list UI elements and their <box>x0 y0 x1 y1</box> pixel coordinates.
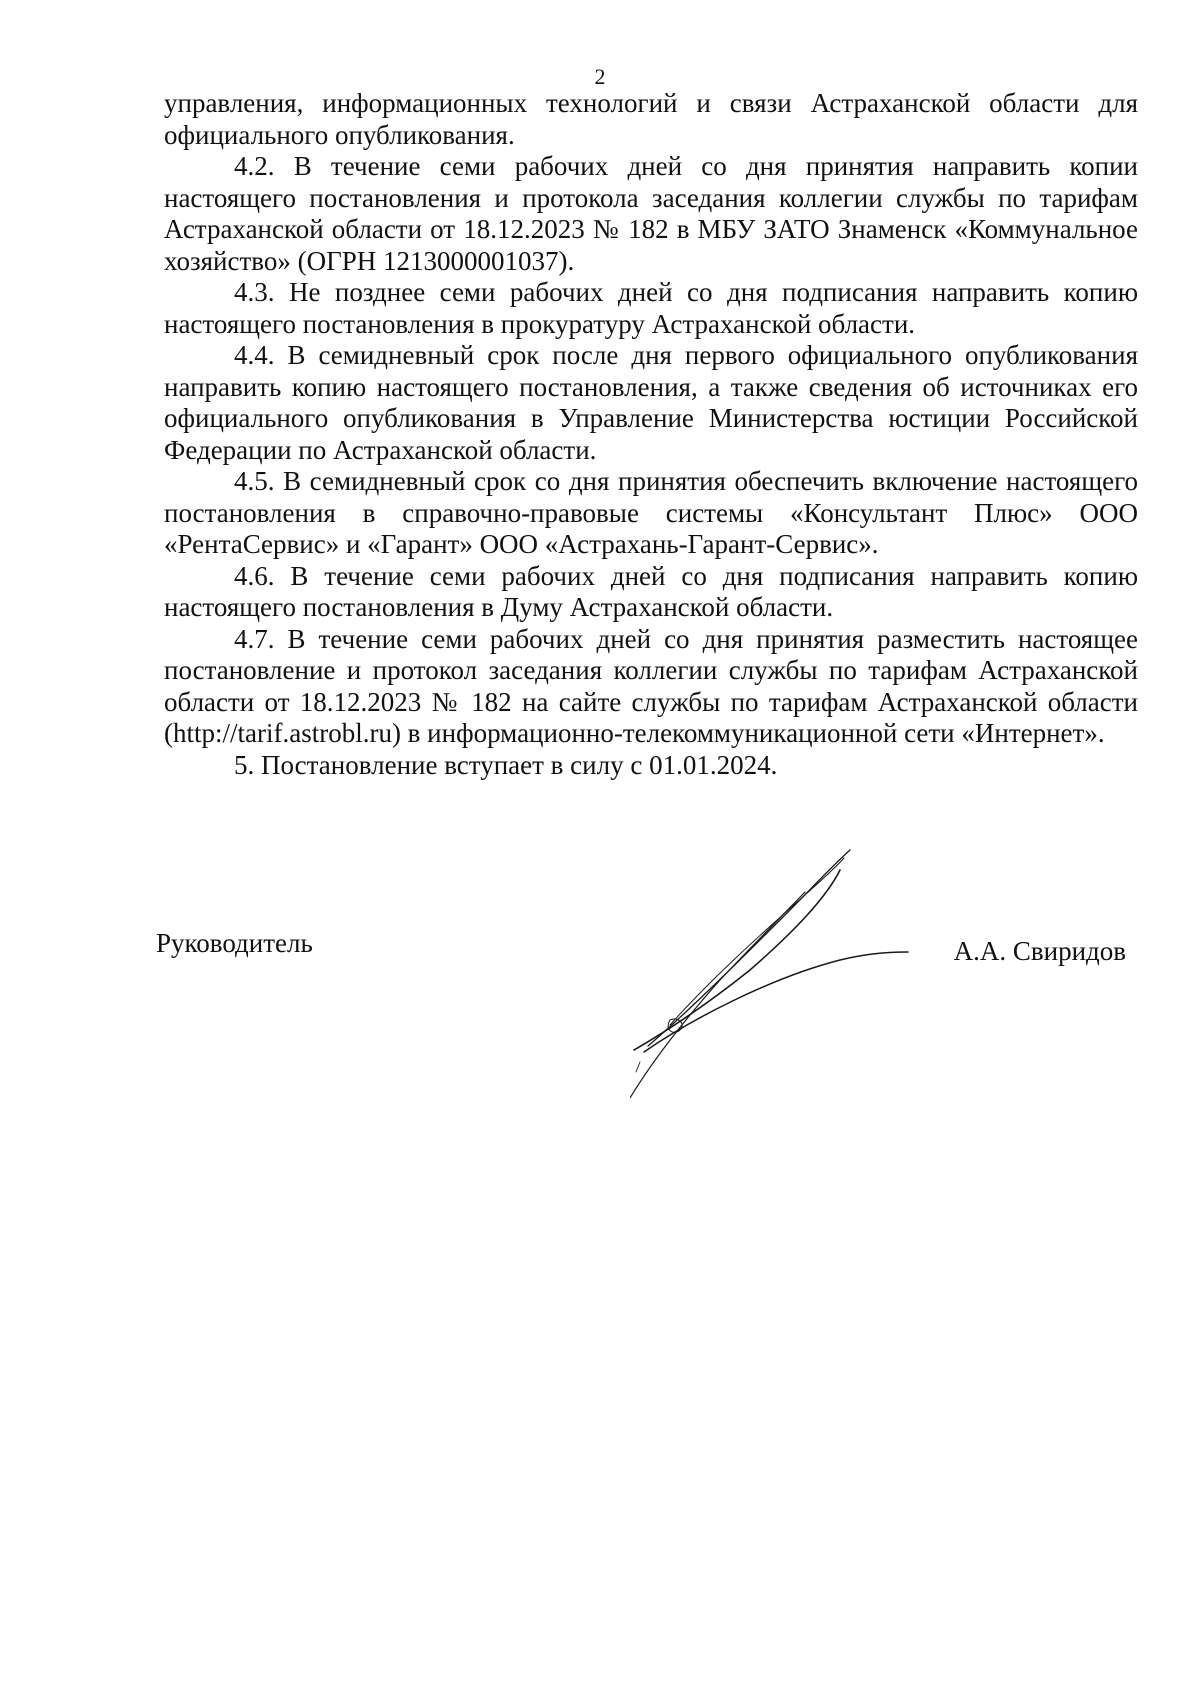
paragraph-4-7: 4.7. В течение семи рабочих дней со дня принятия разместить настоящее постановление и протокол заседания коллегии службы по тарифам Астраханской области от 18.12.2023 № 182 на сайте службы по тарифам Астраханской области (http://tarif.astrobl.ru) в информационно-телекоммуникационной сети «Интернет». <box>164 623 1138 748</box>
paragraph-continuation: управления, информационных технологий и связи Астраханской области для официального опубликования. <box>164 88 1138 150</box>
signatory-title: Руководитель <box>156 928 313 958</box>
paragraph-4-5: 4.5. В семидневный срок со дня принятия обеспечить включение настоящего постановления в справочно-правовые системы «Консультант Плюс» ООО «РентаСервис» и «Гарант» ООО «Астрахань-Гарант-Сервис». <box>164 466 1138 559</box>
paragraph-4-2: 4.2. В течение семи рабочих дней со дня принятия направить копии настоящего постановления и протокола заседания коллегии службы по тарифам Астраханской области от 18.12.2023 № 182 в МБУ ЗАТО Знаменск «Коммунальное хозяйство» (ОГРН 1213000001037). <box>164 151 1138 276</box>
paragraph-5: 5. Постановление вступает в силу с 01.01.2024. <box>234 749 778 780</box>
page-number: 2 <box>594 64 606 89</box>
document-body <box>164 88 1138 781</box>
paragraph-4-3: 4.3. Не позднее семи рабочих дней со дня подписания направить копию настоящего постановления в прокуратуру Астраханской области. <box>164 277 1138 339</box>
signatory-name: А.А. Свиридов <box>953 936 1126 966</box>
paragraph-4-4: 4.4. В семидневный срок после дня первого официального опубликования направить копию настоящего постановления, а также сведения об источниках его официального опубликования в Управление Министерства юстиции Российской Федерации по Астраханской области. <box>164 340 1138 465</box>
paragraph-4-6: 4.6. В течение семи рабочих дней со дня подписания направить копию настоящего постановления в Думу Астраханской области. <box>164 560 1138 622</box>
handwritten-signature <box>630 840 950 1100</box>
